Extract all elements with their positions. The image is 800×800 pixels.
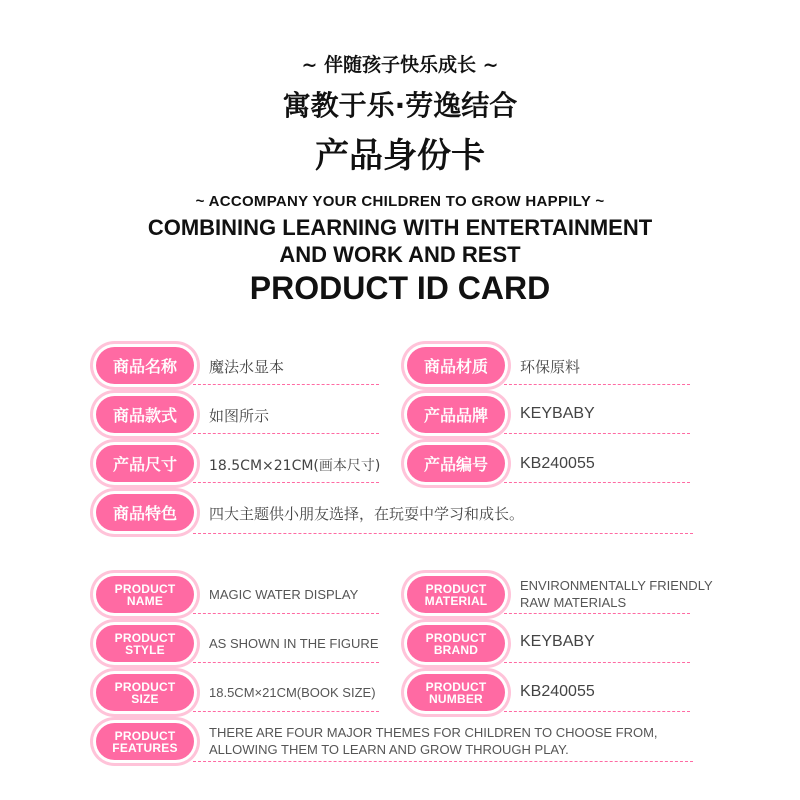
en-number-value: KB240055 — [520, 683, 595, 700]
en-number-label-line1: PRODUCT — [425, 679, 487, 694]
cn-number-label: 产品编号 — [407, 445, 505, 482]
en-slogan: ~ ACCOMPANY YOUR CHILDREN TO GROW HAPPILY ~ — [195, 193, 605, 210]
en-material-value — [520, 577, 713, 611]
cn-brand-value: KEYBABY — [520, 405, 595, 422]
en-style-label — [96, 625, 194, 662]
en-material-value-line2: RAW MATERIALS — [520, 595, 627, 610]
en-name-label — [96, 576, 194, 613]
en-motto-line1: COMBINING LEARNING WITH ENTERTAINMENT — [147, 215, 653, 240]
cn-title: 产品身份卡 — [315, 136, 485, 176]
divider — [193, 761, 693, 762]
en-name-label-line2: NAME — [126, 593, 164, 608]
en-features-value — [209, 724, 658, 758]
cn-material-label: 商品材质 — [407, 347, 505, 384]
cn-features-value: 四大主题供小朋友选择，在玩耍中学习和成长。 — [209, 505, 525, 523]
cn-name-value: 魔法水显本 — [209, 358, 285, 376]
en-size-label-line2: SIZE — [131, 691, 159, 706]
en-brand-label-line1: PRODUCT — [425, 630, 487, 645]
cn-slogan: ~ 伴随孩子快乐成长 ~ — [301, 54, 499, 76]
divider — [193, 384, 379, 385]
divider — [504, 433, 690, 434]
divider — [193, 662, 379, 663]
en-number-label-line2: NUMBER — [429, 691, 483, 706]
en-name-label-line1: PRODUCT — [114, 581, 176, 596]
en-style-value: AS SHOWN IN THE FIGURE — [209, 636, 379, 651]
cn-style-label: 商品款式 — [96, 396, 194, 433]
cn-features-label: 商品特色 — [96, 494, 194, 531]
en-features-label — [96, 723, 194, 760]
en-features-value-line2: ALLOWING THEM TO LEARN AND GROW THROUGH PLAY. — [209, 742, 569, 757]
en-name-value: MAGIC WATER DISPLAY — [209, 587, 359, 602]
cn-motto: 寓教于乐·劳逸结合 — [282, 89, 518, 122]
divider — [193, 433, 379, 434]
cn-style-value: 如图所示 — [209, 407, 270, 425]
en-style-label-line2: STYLE — [125, 642, 165, 657]
divider — [193, 533, 693, 534]
en-number-label — [407, 674, 505, 711]
en-size-value: 18.5CM×21CM(BOOK SIZE) — [209, 685, 376, 700]
cn-size-label: 产品尺寸 — [96, 445, 194, 482]
en-size-label-line1: PRODUCT — [114, 679, 176, 694]
cn-brand-label: 产品品牌 — [407, 396, 505, 433]
en-size-label — [96, 674, 194, 711]
divider — [193, 711, 379, 712]
divider — [504, 482, 690, 483]
divider — [504, 384, 690, 385]
cn-material-value: 环保原料 — [520, 358, 581, 376]
en-features-label-line1: PRODUCT — [114, 728, 176, 743]
divider — [504, 711, 690, 712]
en-style-label-line1: PRODUCT — [114, 630, 176, 645]
divider — [504, 662, 690, 663]
en-material-label-line1: PRODUCT — [425, 581, 487, 596]
en-title: PRODUCT ID CARD — [249, 270, 551, 306]
en-brand-label — [407, 625, 505, 662]
cn-size-value: 18.5CM×21CM(画本尺寸) — [209, 458, 381, 474]
divider — [193, 613, 379, 614]
cn-number-value: KB240055 — [520, 455, 595, 472]
en-motto-line2: AND WORK AND REST — [279, 242, 521, 267]
cn-name-label: 商品名称 — [96, 347, 194, 384]
en-material-label — [407, 576, 505, 613]
en-brand-label-line2: BRAND — [433, 642, 479, 657]
en-motto — [0, 214, 800, 268]
en-material-label-line2: MATERIAL — [424, 593, 488, 608]
en-brand-value: KEYBABY — [520, 633, 595, 650]
en-features-value-line1: THERE ARE FOUR MAJOR THEMES FOR CHILDREN TO CHOOSE FROM, — [209, 725, 658, 740]
divider — [193, 482, 379, 483]
en-material-value-line1: ENVIRONMENTALLY FRIENDLY — [520, 578, 713, 593]
en-features-label-line2: FEATURES — [112, 740, 178, 755]
divider — [504, 613, 690, 614]
